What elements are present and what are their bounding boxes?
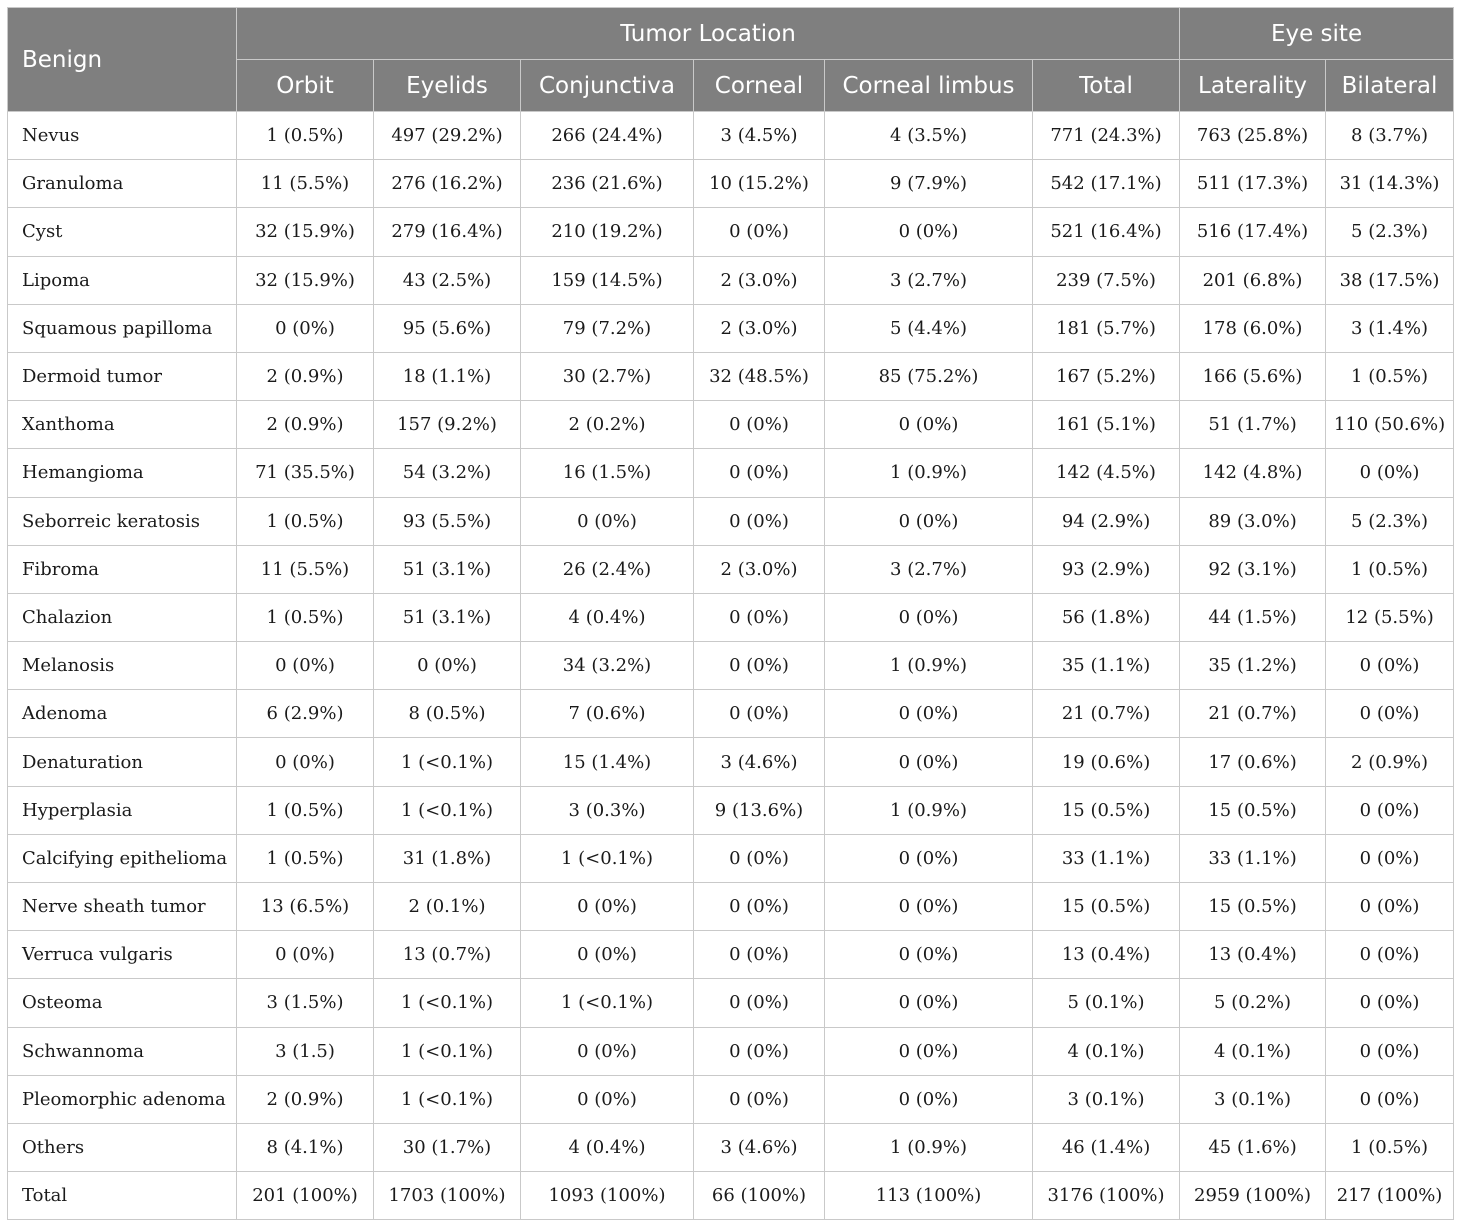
table-row — [8, 786, 1454, 834]
table-row — [8, 1172, 1454, 1220]
table-cell: 10 (15.2%) — [694, 160, 825, 208]
table-cell: 0 (0%) — [825, 690, 1033, 738]
table-cell: 0 (0%) — [1326, 979, 1454, 1027]
table-cell: 1 (0.5%) — [237, 112, 374, 160]
table-container — [7, 7, 1453, 1220]
table-row — [8, 545, 1454, 593]
table-row — [8, 1027, 1454, 1075]
table-row — [8, 449, 1454, 497]
table-cell: 521 (16.4%) — [1033, 208, 1180, 256]
row-label: Pleomorphic adenoma — [8, 1075, 237, 1123]
table-cell: 511 (17.3%) — [1180, 160, 1326, 208]
table-cell: 1 (0.5%) — [237, 497, 374, 545]
table-cell: 11 (5.5%) — [237, 160, 374, 208]
table-cell: 3176 (100%) — [1033, 1172, 1180, 1220]
table-cell: 210 (19.2%) — [521, 208, 694, 256]
row-label: Dermoid tumor — [8, 352, 237, 400]
table-cell: 0 (0%) — [1326, 690, 1454, 738]
column-header: Corneal limbus — [825, 60, 1033, 112]
table-cell: 1 (<0.1%) — [374, 1075, 521, 1123]
table-cell: 31 (1.8%) — [374, 834, 521, 882]
table-cell: 279 (16.4%) — [374, 208, 521, 256]
table-cell: 2 (0.9%) — [237, 401, 374, 449]
table-row — [8, 256, 1454, 304]
table-cell: 266 (24.4%) — [521, 112, 694, 160]
table-row — [8, 208, 1454, 256]
table-cell: 35 (1.1%) — [1033, 642, 1180, 690]
table-cell: 1 (0.5%) — [1326, 352, 1454, 400]
table-cell: 0 (0%) — [521, 883, 694, 931]
table-cell: 32 (15.9%) — [237, 208, 374, 256]
table-cell: 13 (0.4%) — [1033, 931, 1180, 979]
table-cell: 1 (0.9%) — [825, 449, 1033, 497]
table-cell: 0 (0%) — [1326, 834, 1454, 882]
table-cell: 16 (1.5%) — [521, 449, 694, 497]
table-cell: 7 (0.6%) — [521, 690, 694, 738]
table-cell: 1 (0.5%) — [237, 834, 374, 882]
table-row — [8, 1075, 1454, 1123]
table-cell: 0 (0%) — [825, 497, 1033, 545]
table-cell: 93 (2.9%) — [1033, 545, 1180, 593]
column-header: Conjunctiva — [521, 60, 694, 112]
table-cell: 1 (0.5%) — [237, 593, 374, 641]
table-cell: 35 (1.2%) — [1180, 642, 1326, 690]
table-cell: 0 (0%) — [694, 593, 825, 641]
table-cell: 201 (6.8%) — [1180, 256, 1326, 304]
table-cell: 0 (0%) — [694, 401, 825, 449]
table-cell: 181 (5.7%) — [1033, 304, 1180, 352]
table-cell: 4 (0.4%) — [521, 593, 694, 641]
table-cell: 9 (13.6%) — [694, 786, 825, 834]
table-cell: 110 (50.6%) — [1326, 401, 1454, 449]
table-cell: 32 (15.9%) — [237, 256, 374, 304]
table-cell: 15 (1.4%) — [521, 738, 694, 786]
table-row — [8, 160, 1454, 208]
table-row — [8, 979, 1454, 1027]
table-cell: 161 (5.1%) — [1033, 401, 1180, 449]
table-cell: 85 (75.2%) — [825, 352, 1033, 400]
row-label: Cyst — [8, 208, 237, 256]
table-cell: 4 (0.1%) — [1033, 1027, 1180, 1075]
table-cell: 1093 (100%) — [521, 1172, 694, 1220]
row-label: Nevus — [8, 112, 237, 160]
table-cell: 0 (0%) — [237, 738, 374, 786]
table-cell: 3 (4.5%) — [694, 112, 825, 160]
table-cell: 0 (0%) — [694, 208, 825, 256]
benign-tumor-table — [7, 7, 1454, 1220]
table-cell: 3 (1.5%) — [237, 979, 374, 1027]
table-cell: 113 (100%) — [825, 1172, 1033, 1220]
table-cell: 71 (35.5%) — [237, 449, 374, 497]
table-cell: 2959 (100%) — [1180, 1172, 1326, 1220]
table-cell: 43 (2.5%) — [374, 256, 521, 304]
column-header: Corneal — [694, 60, 825, 112]
row-label: Granuloma — [8, 160, 237, 208]
table-cell: 21 (0.7%) — [1033, 690, 1180, 738]
table-cell: 2 (0.9%) — [237, 1075, 374, 1123]
table-cell: 217 (100%) — [1326, 1172, 1454, 1220]
corner-header: Benign — [8, 8, 237, 112]
table-cell: 142 (4.8%) — [1180, 449, 1326, 497]
table-cell: 12 (5.5%) — [1326, 593, 1454, 641]
table-cell: 201 (100%) — [237, 1172, 374, 1220]
row-label: Seborreic keratosis — [8, 497, 237, 545]
table-row — [8, 304, 1454, 352]
table-cell: 0 (0%) — [825, 738, 1033, 786]
table-cell: 0 (0%) — [521, 1027, 694, 1075]
table-cell: 3 (1.4%) — [1326, 304, 1454, 352]
table-cell: 46 (1.4%) — [1033, 1123, 1180, 1171]
table-cell: 1 (0.9%) — [825, 786, 1033, 834]
row-label: Melanosis — [8, 642, 237, 690]
row-label: Hemangioma — [8, 449, 237, 497]
table-cell: 66 (100%) — [694, 1172, 825, 1220]
table-cell: 236 (21.6%) — [521, 160, 694, 208]
table-cell: 1 (0.5%) — [1326, 545, 1454, 593]
table-cell: 0 (0%) — [825, 1075, 1033, 1123]
table-cell: 3 (1.5) — [237, 1027, 374, 1075]
table-cell: 0 (0%) — [1326, 883, 1454, 931]
row-label: Total — [8, 1172, 237, 1220]
table-cell: 30 (2.7%) — [521, 352, 694, 400]
table-cell: 15 (0.5%) — [1033, 883, 1180, 931]
table-cell: 0 (0%) — [1326, 1075, 1454, 1123]
table-cell: 31 (14.3%) — [1326, 160, 1454, 208]
table-cell: 167 (5.2%) — [1033, 352, 1180, 400]
table-cell: 3 (2.7%) — [825, 545, 1033, 593]
table-cell: 21 (0.7%) — [1180, 690, 1326, 738]
table-cell: 0 (0%) — [237, 931, 374, 979]
table-cell: 89 (3.0%) — [1180, 497, 1326, 545]
table-cell: 19 (0.6%) — [1033, 738, 1180, 786]
table-cell: 1703 (100%) — [374, 1172, 521, 1220]
table-cell: 93 (5.5%) — [374, 497, 521, 545]
table-cell: 54 (3.2%) — [374, 449, 521, 497]
row-label: Adenoma — [8, 690, 237, 738]
table-cell: 9 (7.9%) — [825, 160, 1033, 208]
table-cell: 2 (0.1%) — [374, 883, 521, 931]
table-cell: 0 (0%) — [825, 931, 1033, 979]
table-cell: 0 (0%) — [694, 883, 825, 931]
row-label: Xanthoma — [8, 401, 237, 449]
table-cell: 0 (0%) — [1326, 642, 1454, 690]
group-header-tumor-location: Tumor Location — [237, 8, 1180, 60]
table-cell: 0 (0%) — [521, 497, 694, 545]
table-cell: 26 (2.4%) — [521, 545, 694, 593]
group-header-eye-site: Eye site — [1180, 8, 1454, 60]
table-row — [8, 497, 1454, 545]
header-row-groups — [8, 8, 1454, 60]
column-header: Eyelids — [374, 60, 521, 112]
table-cell: 276 (16.2%) — [374, 160, 521, 208]
table-cell: 33 (1.1%) — [1180, 834, 1326, 882]
table-row — [8, 738, 1454, 786]
table-cell: 56 (1.8%) — [1033, 593, 1180, 641]
column-header: Orbit — [237, 60, 374, 112]
table-cell: 34 (3.2%) — [521, 642, 694, 690]
table-cell: 5 (0.1%) — [1033, 979, 1180, 1027]
table-cell: 1 (<0.1%) — [374, 1027, 521, 1075]
table-cell: 142 (4.5%) — [1033, 449, 1180, 497]
table-cell: 45 (1.6%) — [1180, 1123, 1326, 1171]
table-cell: 0 (0%) — [1326, 449, 1454, 497]
table-cell: 51 (3.1%) — [374, 545, 521, 593]
row-label: Others — [8, 1123, 237, 1171]
table-cell: 0 (0%) — [694, 449, 825, 497]
table-cell: 178 (6.0%) — [1180, 304, 1326, 352]
table-cell: 15 (0.5%) — [1180, 786, 1326, 834]
table-cell: 5 (0.2%) — [1180, 979, 1326, 1027]
row-label: Osteoma — [8, 979, 237, 1027]
table-cell: 5 (2.3%) — [1326, 497, 1454, 545]
table-cell: 0 (0%) — [694, 1027, 825, 1075]
table-cell: 3 (0.1%) — [1180, 1075, 1326, 1123]
table-cell: 11 (5.5%) — [237, 545, 374, 593]
row-label: Denaturation — [8, 738, 237, 786]
table-cell: 4 (0.4%) — [521, 1123, 694, 1171]
table-cell: 0 (0%) — [237, 304, 374, 352]
table-cell: 5 (4.4%) — [825, 304, 1033, 352]
table-body — [8, 112, 1454, 1220]
table-cell: 15 (0.5%) — [1180, 883, 1326, 931]
table-cell: 0 (0%) — [694, 979, 825, 1027]
table-cell: 3 (0.1%) — [1033, 1075, 1180, 1123]
table-cell: 0 (0%) — [237, 642, 374, 690]
table-cell: 51 (1.7%) — [1180, 401, 1326, 449]
table-cell: 1 (<0.1%) — [521, 979, 694, 1027]
table-cell: 0 (0%) — [825, 401, 1033, 449]
table-cell: 5 (2.3%) — [1326, 208, 1454, 256]
table-cell: 92 (3.1%) — [1180, 545, 1326, 593]
table-cell: 1 (<0.1%) — [374, 738, 521, 786]
table-cell: 32 (48.5%) — [694, 352, 825, 400]
table-cell: 0 (0%) — [694, 834, 825, 882]
column-header: Bilateral — [1326, 60, 1454, 112]
table-cell: 166 (5.6%) — [1180, 352, 1326, 400]
column-header: Total — [1033, 60, 1180, 112]
table-cell: 1 (<0.1%) — [374, 979, 521, 1027]
table-cell: 0 (0%) — [521, 1075, 694, 1123]
table-cell: 13 (0.7%) — [374, 931, 521, 979]
table-cell: 1 (<0.1%) — [374, 786, 521, 834]
row-label: Schwannoma — [8, 1027, 237, 1075]
table-cell: 44 (1.5%) — [1180, 593, 1326, 641]
table-cell: 763 (25.8%) — [1180, 112, 1326, 160]
table-cell: 0 (0%) — [694, 1075, 825, 1123]
table-cell: 0 (0%) — [1326, 1027, 1454, 1075]
table-cell: 6 (2.9%) — [237, 690, 374, 738]
table-cell: 1 (0.9%) — [825, 642, 1033, 690]
table-cell: 2 (3.0%) — [694, 545, 825, 593]
table-cell: 0 (0%) — [521, 931, 694, 979]
table-cell: 13 (6.5%) — [237, 883, 374, 931]
table-cell: 2 (3.0%) — [694, 256, 825, 304]
row-label: Nerve sheath tumor — [8, 883, 237, 931]
table-cell: 51 (3.1%) — [374, 593, 521, 641]
table-row — [8, 112, 1454, 160]
column-header: Laterality — [1180, 60, 1326, 112]
table-cell: 33 (1.1%) — [1033, 834, 1180, 882]
table-cell: 239 (7.5%) — [1033, 256, 1180, 304]
table-cell: 0 (0%) — [374, 642, 521, 690]
table-cell: 79 (7.2%) — [521, 304, 694, 352]
table-cell: 1 (0.9%) — [825, 1123, 1033, 1171]
table-cell: 8 (3.7%) — [1326, 112, 1454, 160]
table-cell: 542 (17.1%) — [1033, 160, 1180, 208]
row-label: Hyperplasia — [8, 786, 237, 834]
table-cell: 0 (0%) — [825, 1027, 1033, 1075]
table-row — [8, 401, 1454, 449]
table-cell: 2 (0.2%) — [521, 401, 694, 449]
table-cell: 0 (0%) — [825, 979, 1033, 1027]
table-cell: 159 (14.5%) — [521, 256, 694, 304]
row-label: Lipoma — [8, 256, 237, 304]
table-cell: 8 (4.1%) — [237, 1123, 374, 1171]
table-row — [8, 690, 1454, 738]
table-cell: 18 (1.1%) — [374, 352, 521, 400]
table-row — [8, 883, 1454, 931]
table-row — [8, 834, 1454, 882]
table-row — [8, 593, 1454, 641]
table-cell: 1 (0.5%) — [237, 786, 374, 834]
table-cell: 3 (0.3%) — [521, 786, 694, 834]
table-cell: 0 (0%) — [825, 883, 1033, 931]
table-cell: 0 (0%) — [1326, 931, 1454, 979]
table-row — [8, 931, 1454, 979]
table-row — [8, 352, 1454, 400]
table-cell: 1 (<0.1%) — [521, 834, 694, 882]
table-cell: 3 (2.7%) — [825, 256, 1033, 304]
row-label: Chalazion — [8, 593, 237, 641]
table-cell: 2 (3.0%) — [694, 304, 825, 352]
table-cell: 771 (24.3%) — [1033, 112, 1180, 160]
table-cell: 0 (0%) — [694, 690, 825, 738]
table-cell: 4 (3.5%) — [825, 112, 1033, 160]
table-cell: 38 (17.5%) — [1326, 256, 1454, 304]
table-cell: 0 (0%) — [825, 834, 1033, 882]
row-label: Calcifying epithelioma — [8, 834, 237, 882]
table-cell: 497 (29.2%) — [374, 112, 521, 160]
row-label: Fibroma — [8, 545, 237, 593]
table-cell: 2 (0.9%) — [237, 352, 374, 400]
table-cell: 8 (0.5%) — [374, 690, 521, 738]
table-cell: 30 (1.7%) — [374, 1123, 521, 1171]
table-cell: 17 (0.6%) — [1180, 738, 1326, 786]
table-cell: 13 (0.4%) — [1180, 931, 1326, 979]
table-cell: 2 (0.9%) — [1326, 738, 1454, 786]
table-cell: 0 (0%) — [825, 208, 1033, 256]
table-row — [8, 642, 1454, 690]
table-cell: 3 (4.6%) — [694, 738, 825, 786]
table-cell: 516 (17.4%) — [1180, 208, 1326, 256]
table-cell: 4 (0.1%) — [1180, 1027, 1326, 1075]
table-cell: 0 (0%) — [694, 642, 825, 690]
table-cell: 15 (0.5%) — [1033, 786, 1180, 834]
table-row — [8, 1123, 1454, 1171]
row-label: Verruca vulgaris — [8, 931, 237, 979]
table-cell: 0 (0%) — [694, 931, 825, 979]
table-cell: 0 (0%) — [694, 497, 825, 545]
table-cell: 157 (9.2%) — [374, 401, 521, 449]
table-cell: 1 (0.5%) — [1326, 1123, 1454, 1171]
table-cell: 95 (5.6%) — [374, 304, 521, 352]
table-cell: 0 (0%) — [825, 593, 1033, 641]
table-cell: 94 (2.9%) — [1033, 497, 1180, 545]
row-label: Squamous papilloma — [8, 304, 237, 352]
table-cell: 3 (4.6%) — [694, 1123, 825, 1171]
table-cell: 0 (0%) — [1326, 786, 1454, 834]
